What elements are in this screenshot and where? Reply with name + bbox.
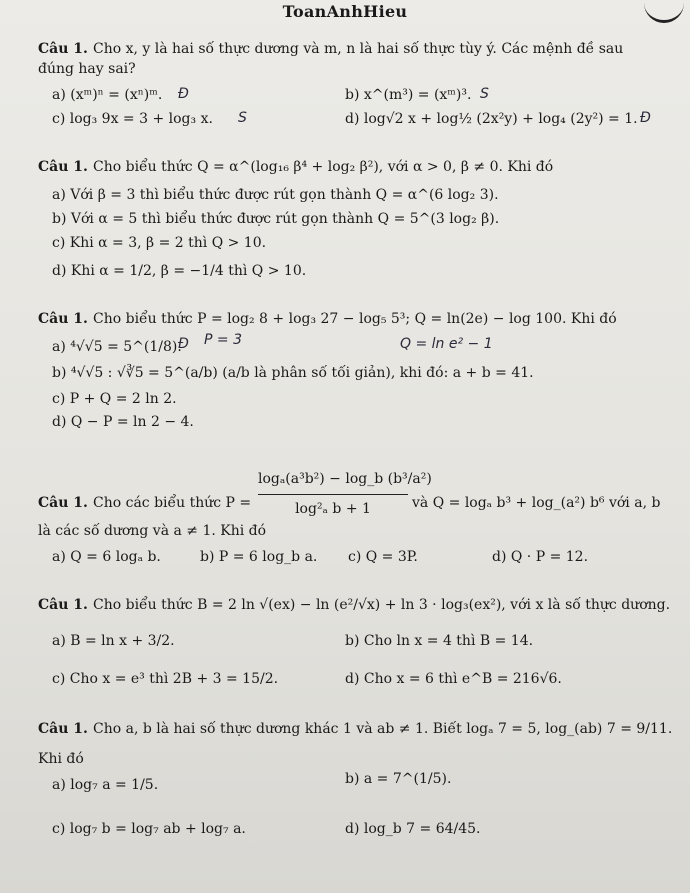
q5-option-c: c) Cho x = e³ thì 2B + 3 = 15/2. [52,671,279,687]
q3-option-a: a) ⁴√√5 = 5^(1/8). [52,339,182,355]
q3-option-b: b) ⁴√√5 : √∛5 = 5^(a/b) (a/b là phân số tối giản), khi đó: a + b = 41. [52,365,534,381]
q1-mark-b: S [480,86,489,102]
q4-label: Câu 1. [38,495,88,511]
q1-mark-d: Đ [640,110,651,126]
q6-stem-line2: Khi đó [38,751,84,767]
q1-option-d: d) log√2 x + log½ (2x²y) + log₄ (2y²) = 1. [345,111,638,127]
q1-stem: Cho x, y là hai số thực dương và m, n là hai số thực tùy ý. Các mệnh đề sau [93,41,624,57]
q1-stem-line2: đúng hay sai? [38,61,136,77]
q3-option-c: c) P + Q = 2 ln 2. [52,391,177,407]
q4-fraction-denominator: log²ₐ b + 1 [295,501,371,517]
q4-fraction-bar [258,494,408,495]
q3-note-p: P = 3 [204,332,242,348]
q6-label: Câu 1. [38,721,88,737]
q1-option-b: b) x^(m³) = (xᵐ)³. [345,87,472,103]
q3-note-q: Q = ln e² − 1 [400,336,493,352]
q2-option-b: b) Với α = 5 thì biểu thức được rút gọn thành Q = 5^(3 log₂ β). [52,211,500,227]
q3-mark-a: Đ [178,336,189,352]
q2-label: Câu 1. [38,159,88,175]
q2-stem: Cho biểu thức Q = α^(log₁₆ β⁴ + log₂ β²), với α > 0, β ≠ 0. Khi đó [93,159,554,175]
q1-label: Câu 1. [38,41,88,57]
q1-option-c: c) log₃ 9x = 3 + log₃ x. [52,111,213,127]
q6-option-b: b) a = 7^(1/5). [345,771,452,787]
q4-option-b: b) P = 6 log_b a. [200,549,318,565]
q5-stem: Cho biểu thức B = 2 ln √(ex) − ln (e²/√x) + ln 3 · log₃(ex²), với x là số thực dương. [93,597,671,613]
q3-label: Câu 1. [38,311,88,327]
q1-mark-a: Đ [178,86,189,102]
q2-option-a: a) Với β = 3 thì biểu thức được rút gọn thành Q = α^(6 log₂ 3). [52,187,499,203]
q6-option-d: d) log_b 7 = 64/45. [345,821,481,837]
q4-option-d: d) Q · P = 12. [492,549,589,565]
q2-option-c: c) Khi α = 3, β = 2 thì Q > 10. [52,235,267,251]
q4-stem-line2: là các số dương và a ≠ 1. Khi đó [38,523,267,539]
q1-option-a: a) (xᵐ)ⁿ = (xⁿ)ᵐ. [52,87,163,103]
q1-mark-c: S [238,110,247,126]
q4-stem-tail: và Q = logₐ b³ + log_(a²) b⁶ với a, b [412,495,661,511]
q5-label: Câu 1. [38,597,88,613]
q5-option-d: d) Cho x = 6 thì e^B = 216√6. [345,671,562,687]
q4-option-c: c) Q = 3P. [348,549,418,565]
q5-option-b: b) Cho ln x = 4 thì B = 14. [345,633,534,649]
q6-stem: Cho a, b là hai số thực dương khác 1 và ab ≠ 1. Biết logₐ 7 = 5, log_(ab) 7 = 9/11. [93,721,673,737]
q5-option-a: a) B = ln x + 3/2. [52,633,175,649]
q2-option-d: d) Khi α = 1/2, β = −1/4 thì Q > 10. [52,263,307,279]
q4-fraction-numerator: logₐ(a³b²) − log_b (b³/a²) [258,471,432,487]
page-title: ToanAnhHieu [282,2,408,21]
q3-stem: Cho biểu thức P = log₂ 8 + log₃ 27 − log₅ 5³; Q = ln(2e) − log 100. Khi đó [93,311,617,327]
q4-stem-lead: Cho các biểu thức P = [93,495,252,511]
q6-option-a: a) log₇ a = 1/5. [52,777,159,793]
q6-option-c: c) log₇ b = log₇ ab + log₇ a. [52,821,246,837]
q4-option-a: a) Q = 6 logₐ b. [52,549,161,565]
q3-option-d: d) Q − P = ln 2 − 4. [52,414,194,430]
